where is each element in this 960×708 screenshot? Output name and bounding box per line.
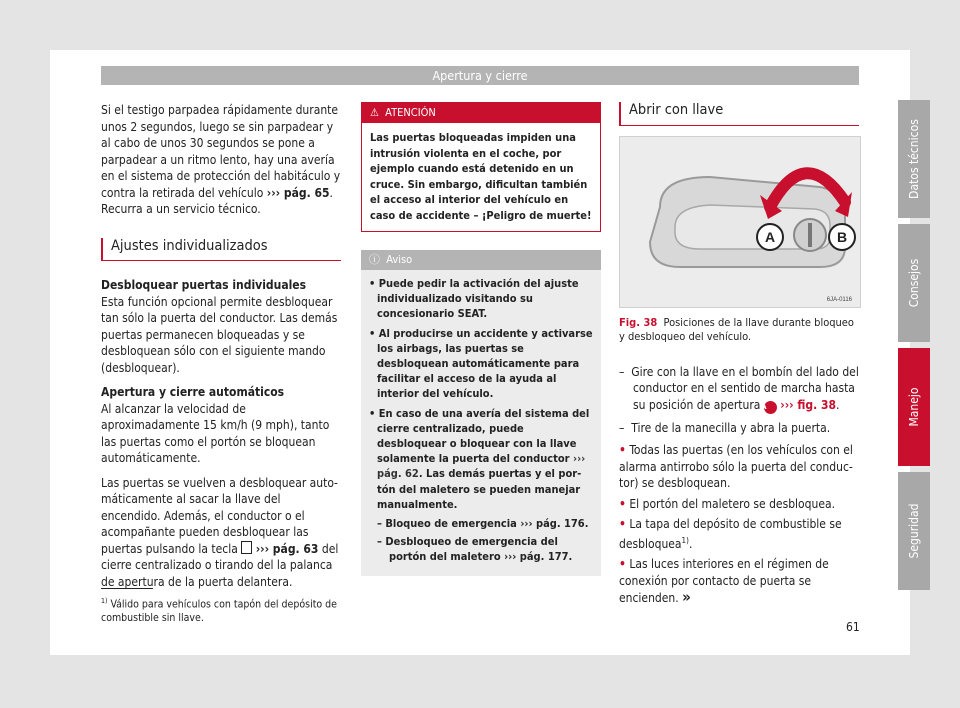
- column-right: [619, 102, 859, 611]
- bullet-item: • El portón del maletero se desbloquea.: [619, 496, 836, 511]
- note-header: ⓘ Aviso: [361, 250, 601, 270]
- page-link[interactable]: ››› pág. 62: [377, 452, 586, 481]
- figure-label-a: A: [764, 228, 776, 245]
- note-subitem: – Desbloqueo de emergencia del portón del maletero ››› pág. 177.: [377, 535, 573, 564]
- subheading-automatic: Apertura y cierre automáticos: [101, 385, 285, 399]
- section-heading: Abrir con llave: [619, 102, 859, 126]
- note-item: • Al producirse un accidente y activarse los airbags, las puertas se desbloquean automáticamente para facilitar el acceso de la ayuda al interior del vehículo.: [369, 326, 593, 401]
- lock-key-icon: [241, 541, 252, 554]
- tab-datos-tecnicos[interactable]: Datos técnicos: [898, 100, 930, 218]
- page-number: 61: [846, 620, 860, 634]
- page-link[interactable]: ››› pág. 176: [520, 517, 585, 531]
- warning-box: [361, 102, 601, 232]
- page-link[interactable]: ››› pág. 177: [504, 550, 569, 564]
- note-box: [361, 250, 601, 576]
- figure-key-lock: [619, 136, 861, 308]
- page-header: Apertura y cierre: [101, 66, 859, 85]
- column-left: [101, 102, 341, 598]
- figure-link[interactable]: ››› fig. 38: [780, 397, 836, 412]
- step-item: – Gire con la llave en el bombín del lado del conductor en el sentido de marcha hasta su posición de apertura A ››› fig. 38.: [619, 364, 859, 412]
- tab-consejos[interactable]: Consejos: [898, 224, 930, 342]
- note-item: • Puede pedir la activación del ajuste individualizado visitando su concesionario SEAT.: [369, 277, 579, 321]
- paragraph-unlock: Las puertas se vuelven a desbloquear automáticamente al sacar la llave del encendido. Además, el conductor o el acompañante pueden desbloquear las puertas pulsando la tecla ››› pág. 63 del cierre centralizado o tirando del la palanca de apertura de la puerta delantera.: [101, 475, 339, 589]
- subheading-individual: Desbloquear puertas individuales: [101, 278, 307, 292]
- bullet-item: • Todas las puertas (en los vehículos con el alarma antirrobo sólo la puerta del conductor) se desbloquean.: [619, 443, 853, 490]
- note-body: [361, 270, 601, 576]
- bullet-item: • Las luces interiores en el régimen de conexión por contacto de puerta se encienden. »: [619, 557, 829, 606]
- continue-marker: »: [682, 588, 691, 606]
- step-item: – Tire de la manecilla y abra la puerta.: [619, 420, 831, 435]
- warning-triangle-icon: ⚠: [370, 106, 379, 119]
- paragraph-automatic: Al alcanzar la velocidad de aproximadamente 15 km/h (9 mph), tanto las puertas como el portón se bloquean automáticamente.: [101, 401, 330, 465]
- info-icon: ⓘ: [369, 253, 380, 266]
- paragraph-individual: Esta función opcional permite desbloquear tan sólo la puerta del conductor. Las demás puertas permanecen bloqueadas y se desbloquean sólo con el siguiente mando (desbloquear).: [101, 294, 338, 375]
- door-handle-illustration: [620, 137, 860, 307]
- figure-code: 6JA-0116: [826, 296, 852, 303]
- figure-label-b: B: [836, 228, 848, 245]
- tab-manejo[interactable]: Manejo: [898, 348, 930, 466]
- footnote-ref: 1): [681, 535, 689, 545]
- section-heading: Ajustes individualizados: [101, 238, 341, 262]
- warning-header: ⚠ ATENCIÓN: [362, 103, 600, 123]
- chapter-tabs: [898, 100, 930, 590]
- note-subitem: – Bloqueo de emergencia ››› pág. 176.: [377, 517, 589, 531]
- footnote: $^{1)}$ Válido para vehículos con tapón del depósito de combustible sin llave.: [101, 597, 337, 624]
- position-a-badge: A: [764, 401, 777, 414]
- page-link[interactable]: ››› pág. 65: [266, 185, 330, 200]
- page-link[interactable]: ››› pág. 63: [255, 541, 319, 556]
- column-middle: [361, 102, 601, 576]
- warning-text: Las puertas bloqueadas impiden una intrusión violenta en el coche, por ejemplo cuando está detenido en un cruce. Sin embargo, dificultan también el acceso al interior del vehículo en caso de accidente – ¡Peligro de muerte!: [370, 131, 592, 222]
- paragraph-intro: Si el testigo parpadea rápidamente durante unos 2 segundos, luego se sin parpadear y al cabo de unos 30 segundos se pone a parpadear a un ritmo lento, hay una avería en el sistema de protección del habitáculo y contra la retirada del vehículo ››› pág. 65. Recurra a un servicio técnico.: [101, 103, 341, 216]
- tab-seguridad[interactable]: Seguridad: [898, 472, 930, 590]
- note-item: • En caso de una avería del sistema del cierre centralizado, puede desbloquear o bloquear con la llave solamente la puerta del conductor ››› pág. 62. Las demás puertas y el portón del maletero se pueden manejar manualmente.: [369, 406, 590, 511]
- figure-caption: Fig. 38 Posiciones de la llave durante bloqueo y desbloqueo del vehículo.: [619, 315, 854, 343]
- footnote-divider: [101, 588, 153, 589]
- bullet-item: • La tapa del depósito de combustible se desbloquea$^{1)}$.: [619, 517, 842, 551]
